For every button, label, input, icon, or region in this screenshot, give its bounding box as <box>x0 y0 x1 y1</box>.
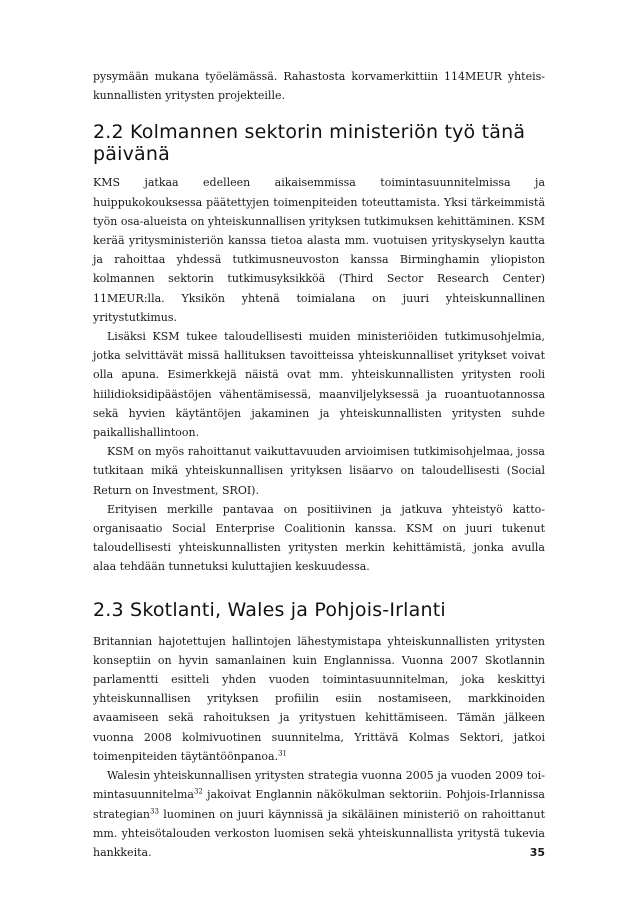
paragraph-kms: KMS jatkaa edelleen aikaisemmissa toimintasuunnitelmissa ja huippukokouksessa päätettyjen toimenpiteiden toteuttamista. Yksi tärkeimmistä työn osa-alueista on yhteiskunnallisen yrityksen tutkimuksen kehittäminen. KSM kerää yritysministeriön kanssa tietoa alasta mm. vuotuisen yrityskyselyn kautta ja rahoittaa yhdessä tutkimusneuvoston kanssa Birminghamin yliopiston kolmannen sektorin tutkimusyksikköä (Third Sector Research Center) 11MEUR:lla. Yksikön yhtenä toimialana on juuri yhteiskunnallinen yritystutkimus. <box>93 176 545 324</box>
footnote-ref-33: 33 <box>150 806 159 815</box>
text-column <box>93 67 545 862</box>
paragraph-sroi: KSM on myös rahoittanut vaikuttavuuden arvioimisen tutkimisohjelmaa, jossa tutkitaan mikä yhteiskunnallisen yrityksen lisäarvo on taloudellisesti (Social Return on Investment, SROI). <box>93 445 545 497</box>
footnote-ref-31: 31 <box>278 749 288 758</box>
section-heading-2-3: 2.3 Skotlanti, Wales ja Pohjois-Irlanti <box>93 598 446 621</box>
paragraph-scotland <box>93 632 545 766</box>
page-number: 35 <box>529 846 545 859</box>
paragraph-wales <box>93 766 545 862</box>
paragraph-coalition: Erityisen merkille pantavaa on positiivinen ja jatkuva yhteistyö katto-organisaatio Social Enterprise Coalitionin kanssa. KSM on juuri tukenut taloudellisesti yhteiskunnallisten yritysten merkin kehittämistä, jonka avulla alaa tehdään tunnetuksi kuluttajien keskuudessa. <box>93 502 545 574</box>
section-heading-2-2: 2.2 Kolmannen sektorin ministeriön työ tänä päivänä <box>93 121 526 166</box>
paragraph-research-funding: Lisäksi KSM tukee taloudellisesti muiden ministeriöiden tutkimusohjelmia, jotka selvittävät missä hallituksen tavoitteissa yhteiskunnalliset yritykset voivat olla apuna. Esimerkkejä näistä ovat mm. yhteiskunnallisten yritysten rooli hiilidioksidipäästöjen vähentämisessä, maanviljelyksessä ja ruoantuotannossa sekä hyvien käytäntöjen jakaminen ja yhteiskunnallisten yritysten suhde paikallishallintoon. <box>93 330 545 440</box>
footnote-ref-32: 32 <box>193 787 203 796</box>
paragraph-wales-text-b: jakoivat Englannin näkökulman sektoriin. Pohjois-Irlannissa strategian <box>93 788 545 821</box>
paragraph-continued: pysymään mukana työelämässä. Rahastosta korvamerkittiin 114MEUR yhteiskunnallisten yritysten projekteille. <box>93 70 545 103</box>
paragraph-wales-text-c: luominen on juuri käynnissä ja sikäläinen ministeriö on rahoittanut mm. yhteisötalouden verkoston luomisen sekä yhteiskunnallista yritystä tukevia hankkeita. <box>93 807 545 859</box>
paragraph-wales-text-a: Walesin yhteiskunnallisen yritysten strategia vuonna 2005 ja vuoden 2009 toimintasuunnitelma <box>93 769 545 802</box>
paragraph-scotland-text: Britannian hajotettujen hallintojen lähestymistapa yhteiskunnallisten yritysten konseptiin on hyvin samanlainen kuin Englannissa. Vuonna 2007 Skotlannin parlamentti esitteli yhden vuoden toimintasuunnitelman, joka keskittyi yhteiskunnallisen yrityksen profiilin esiin nostamiseen, markkinoiden avaamiseen sekä rahoituksen ja yritystuen kehittämiseen. Tämän jälkeen vuonna 2008 kolmivuotinen suunnitelma, Yrittävä Kolmas Sektori, jatkoi toimenpiteiden täytäntöönpanoa. <box>93 634 545 763</box>
